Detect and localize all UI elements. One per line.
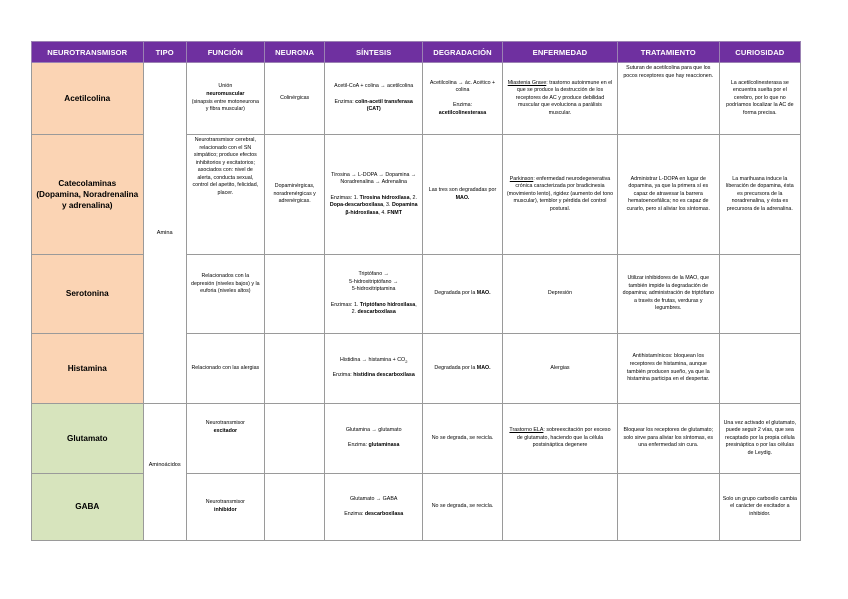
neurotransmitter-table bbox=[31, 41, 801, 541]
neurona-cell bbox=[264, 63, 325, 135]
funcion-cell bbox=[186, 63, 264, 135]
neurona-text: Dopaminérgicas, noradrenérgicas y adrenérgicas. bbox=[273, 183, 316, 205]
enzima-label: Enzima: bbox=[332, 372, 352, 379]
header-tipo: TIPO bbox=[143, 42, 186, 63]
neurona-cell bbox=[264, 255, 325, 334]
degradacion-text: No se degrada, se recicla. bbox=[431, 503, 494, 510]
header-funcion: FUNCIÓN bbox=[186, 42, 264, 63]
curiosidad-text: La acetilcolinesterasa se encuentra suelta por el cerebro, por lo que no podríamos localizar la AC de forma precisa. bbox=[726, 79, 794, 116]
enzima-name: MAO. bbox=[455, 194, 470, 201]
enfermedad-text: : trastorno autoinmune en el que se produce la destrucción de los receptores de AC y produce debilidad muscular que evoluciona a parálisis muscular. bbox=[515, 79, 613, 116]
tipo-cell bbox=[143, 404, 186, 541]
sintesis-text: Triptófano → bbox=[358, 271, 389, 278]
enfermedad-cell bbox=[503, 404, 618, 474]
sintesis-text: Glutamina → glutamato bbox=[345, 427, 402, 434]
enfermedad-cell bbox=[503, 63, 618, 135]
header-enfermedad: ENFERMEDAD bbox=[503, 42, 618, 63]
degradacion-text: Acetilcolina → ác. Acético + colina bbox=[429, 79, 496, 94]
curiosidad-cell bbox=[719, 255, 800, 334]
header-neurotransmisor: NEUROTRANSMISOR bbox=[32, 42, 144, 63]
funcion-cell bbox=[186, 334, 264, 404]
header-tratamiento: TRATAMIENTO bbox=[617, 42, 719, 63]
subscript: 2 bbox=[405, 359, 408, 365]
funcion-bold: neuromuscular bbox=[206, 90, 245, 97]
funcion-cell bbox=[186, 255, 264, 334]
enzima-name: Dopa-descarboxilasa bbox=[329, 202, 384, 209]
degradacion-text: Degradada por la bbox=[434, 364, 476, 371]
enfermedad-title: Parkinson bbox=[509, 175, 534, 182]
enzima-label: Enzima: bbox=[344, 510, 364, 517]
header-row bbox=[32, 42, 801, 63]
neurona-cell bbox=[264, 404, 325, 474]
enzima-sep: , 2. bbox=[351, 301, 417, 316]
funcion-bold: excitador bbox=[213, 427, 238, 434]
funcion-cell bbox=[186, 404, 264, 474]
tratamiento-text: Administrar L-DOPA en lugar de dopamina, ya que la primera sí es capaz de atravesar la barrera hematoencefálica; no es capaz de curarlo, pero sí aliviar los síntomas. bbox=[626, 175, 710, 212]
tratamiento-cell bbox=[617, 404, 719, 474]
neurona-text: Colinérgicas bbox=[280, 94, 310, 101]
funcion-text: Relacionado con las alergias bbox=[191, 364, 260, 371]
neurona-cell bbox=[264, 135, 325, 255]
enzima-name: acetilcolinesterasa bbox=[438, 109, 487, 116]
degradacion-cell bbox=[422, 63, 502, 135]
sintesis-text: Histidina → histamina + CO bbox=[339, 357, 406, 364]
funcion-text: Unión bbox=[218, 83, 233, 90]
enfermedad-cell bbox=[503, 255, 618, 334]
tipo-cell bbox=[143, 63, 186, 404]
tratamiento-cell bbox=[617, 334, 719, 404]
sintesis-text: Tirosina → L-DOPA → Dopamina → Noradrenalina → Adrenalina bbox=[331, 171, 417, 186]
enfermedad-text: Alergias bbox=[550, 364, 570, 371]
sintesis-cell bbox=[325, 474, 422, 541]
tratamiento-cell bbox=[617, 63, 719, 135]
curiosidad-text: La marihuana induce la liberación de dopamina, ésta es precursora de la noradrenalina, y ésta es precursora de la adrenalina. bbox=[725, 175, 794, 212]
enzima-label: Enzima: bbox=[334, 98, 354, 105]
enzima-name: histidina descarboxilasa bbox=[353, 372, 415, 379]
sintesis-cell bbox=[325, 255, 422, 334]
tratamiento-text: Utilizar inhibidores de la MAO, que también impide la degradación de dopamina; administración de triptófano a través de frutas, verduras y legumbres. bbox=[622, 275, 714, 312]
tipo-label: Amina bbox=[156, 230, 173, 237]
sintesis-cell bbox=[325, 63, 422, 135]
sintesis-cell bbox=[325, 334, 422, 404]
degradacion-cell bbox=[422, 474, 502, 541]
enzima-name: glutaminasa bbox=[368, 442, 400, 449]
funcion-cell bbox=[186, 135, 264, 255]
enzima-sep: , 3. bbox=[383, 202, 391, 209]
enfermedad-text: : sobreexcitación por exceso de glutamato, haciendo que la célula postsináptica degenere bbox=[516, 427, 611, 449]
enfermedad-cell bbox=[503, 334, 618, 404]
degradacion-text: No se degrada, se recicla. bbox=[431, 434, 494, 441]
curiosidad-cell bbox=[719, 474, 800, 541]
enzima-label: Enzima: bbox=[347, 442, 368, 449]
degradacion-cell bbox=[422, 334, 502, 404]
degradacion-cell bbox=[422, 404, 502, 474]
header-degradacion: DEGRADACIÓN bbox=[422, 42, 502, 63]
enzima-label: Enzimas: 1. bbox=[330, 194, 359, 201]
neurotransmitter-table-container bbox=[31, 41, 801, 541]
degradacion-cell bbox=[422, 135, 502, 255]
enzima-name: FNMT bbox=[387, 209, 402, 216]
enzima-name: Dopamina β-hidroxilasa bbox=[345, 202, 418, 216]
curiosidad-text: Una vez activado el glutamato, puede seguir 2 vías, que sea recaptado por la propia célula presináptica o por las células de Leydig. bbox=[723, 419, 797, 456]
enfermedad-title: Trastorno ELA bbox=[509, 427, 544, 434]
header-sintesis: SÍNTESIS bbox=[325, 42, 422, 63]
neurotransmitter-name: Catecolaminas (Dopamina, Noradrenalina y adrenalina) bbox=[32, 135, 144, 255]
neurona-cell bbox=[264, 474, 325, 541]
neurotransmitter-name: Acetilcolina bbox=[32, 63, 144, 135]
enzima-name: MAO. bbox=[476, 364, 491, 371]
sintesis-text: Acetil-CoA + colina → acetilcolina bbox=[334, 83, 414, 90]
enzima-name: descarboxilasa bbox=[364, 510, 404, 517]
neurotransmitter-name: Glutamato bbox=[32, 404, 144, 474]
tratamiento-cell bbox=[617, 135, 719, 255]
funcion-text: Neurotransmisor bbox=[205, 499, 245, 506]
header-curiosidad: CURIOSIDAD bbox=[719, 42, 800, 63]
enzima-label: Enzima: bbox=[452, 102, 473, 109]
funcion-text: Relacionados con la depresión (niveles bajos) y la euforia (niveles altos) bbox=[191, 273, 260, 295]
curiosidad-cell bbox=[719, 404, 800, 474]
tratamiento-text: Bloquear los receptores de glutamato; solo sirve para aliviar los síntomas, es una enfermedad sin cura. bbox=[623, 427, 714, 449]
enzima-sep: , 4. bbox=[378, 209, 386, 216]
sintesis-cell bbox=[325, 135, 422, 255]
neurotransmitter-name: Histamina bbox=[32, 334, 144, 404]
enzima-name: Tirosina hidroxilasa bbox=[359, 194, 410, 201]
enzima-label: Enzimas: 1. bbox=[330, 301, 359, 308]
funcion-bold: inhibidor bbox=[214, 507, 237, 513]
enzima-name: descarboxilasa bbox=[357, 309, 396, 316]
curiosidad-cell bbox=[719, 63, 800, 135]
curiosidad-text: Solo un grupo carboxilo cambia el carácter de excitador a inhibidor. bbox=[722, 495, 797, 517]
sintesis-cell bbox=[325, 404, 422, 474]
degradacion-text: Las tres son degradadas por bbox=[428, 186, 497, 193]
enzima-name: colin-acetil transferasa (CAT) bbox=[355, 98, 413, 113]
tratamiento-cell bbox=[617, 255, 719, 334]
header-neurona: NEURONA bbox=[264, 42, 325, 63]
enfermedad-cell bbox=[503, 135, 618, 255]
tipo-label: Aminoácidos bbox=[148, 462, 181, 468]
enzima-sep: , 2. bbox=[409, 194, 417, 201]
funcion-text: Neurotransmisor cerebral, relacionado con el SN simpático; produce efectos inhibitorios y excitatorios; asociados con: nivel de alerta, conducta sexual, control del apetito, felicidad, placer. bbox=[192, 137, 259, 196]
enfermedad-cell bbox=[503, 474, 618, 541]
table-row bbox=[32, 404, 801, 474]
sintesis-text: Glutamato → GABA bbox=[350, 495, 398, 502]
funcion-text: (sinapsis entre motoneurona y fibra muscular) bbox=[191, 98, 259, 113]
degradacion-text: Degradada por la bbox=[434, 290, 476, 297]
funcion-text: Neurotransmisor bbox=[205, 420, 245, 426]
curiosidad-cell bbox=[719, 135, 800, 255]
enfermedad-text: Depresión bbox=[547, 290, 573, 297]
degradacion-cell bbox=[422, 255, 502, 334]
neurona-cell bbox=[264, 334, 325, 404]
tratamiento-cell bbox=[617, 474, 719, 541]
sintesis-text: 5-hidroxitriptamina bbox=[351, 286, 396, 293]
neurotransmitter-name: GABA bbox=[32, 474, 144, 541]
funcion-cell bbox=[186, 474, 264, 541]
tratamiento-text: Antihistamínicos: bloquean los receptores de histamina, aunque también producen sueño, ya que la histamina participa en el despertar. bbox=[626, 353, 710, 383]
enzima-name: MAO. bbox=[476, 290, 491, 297]
enfermedad-title: Miastenia Grave bbox=[507, 79, 547, 86]
enzima-name: Triptófano hidroxilasa bbox=[359, 301, 416, 308]
table-row bbox=[32, 63, 801, 135]
enfermedad-text: : enfermedad neurodegenerativa crónica caracterizada por bradicinesia (movimiento lento), rigidez (aumento del tono muscular), temblor y pérdida del control postural. bbox=[506, 175, 614, 212]
curiosidad-cell bbox=[719, 334, 800, 404]
tratamiento-text: Suturan de acetilcolina para que los pocos receptores que hay reaccionen. bbox=[623, 65, 714, 79]
neurotransmitter-name: Serotonina bbox=[32, 255, 144, 334]
sintesis-text: 5-hidroxitriptófano → bbox=[349, 278, 399, 285]
